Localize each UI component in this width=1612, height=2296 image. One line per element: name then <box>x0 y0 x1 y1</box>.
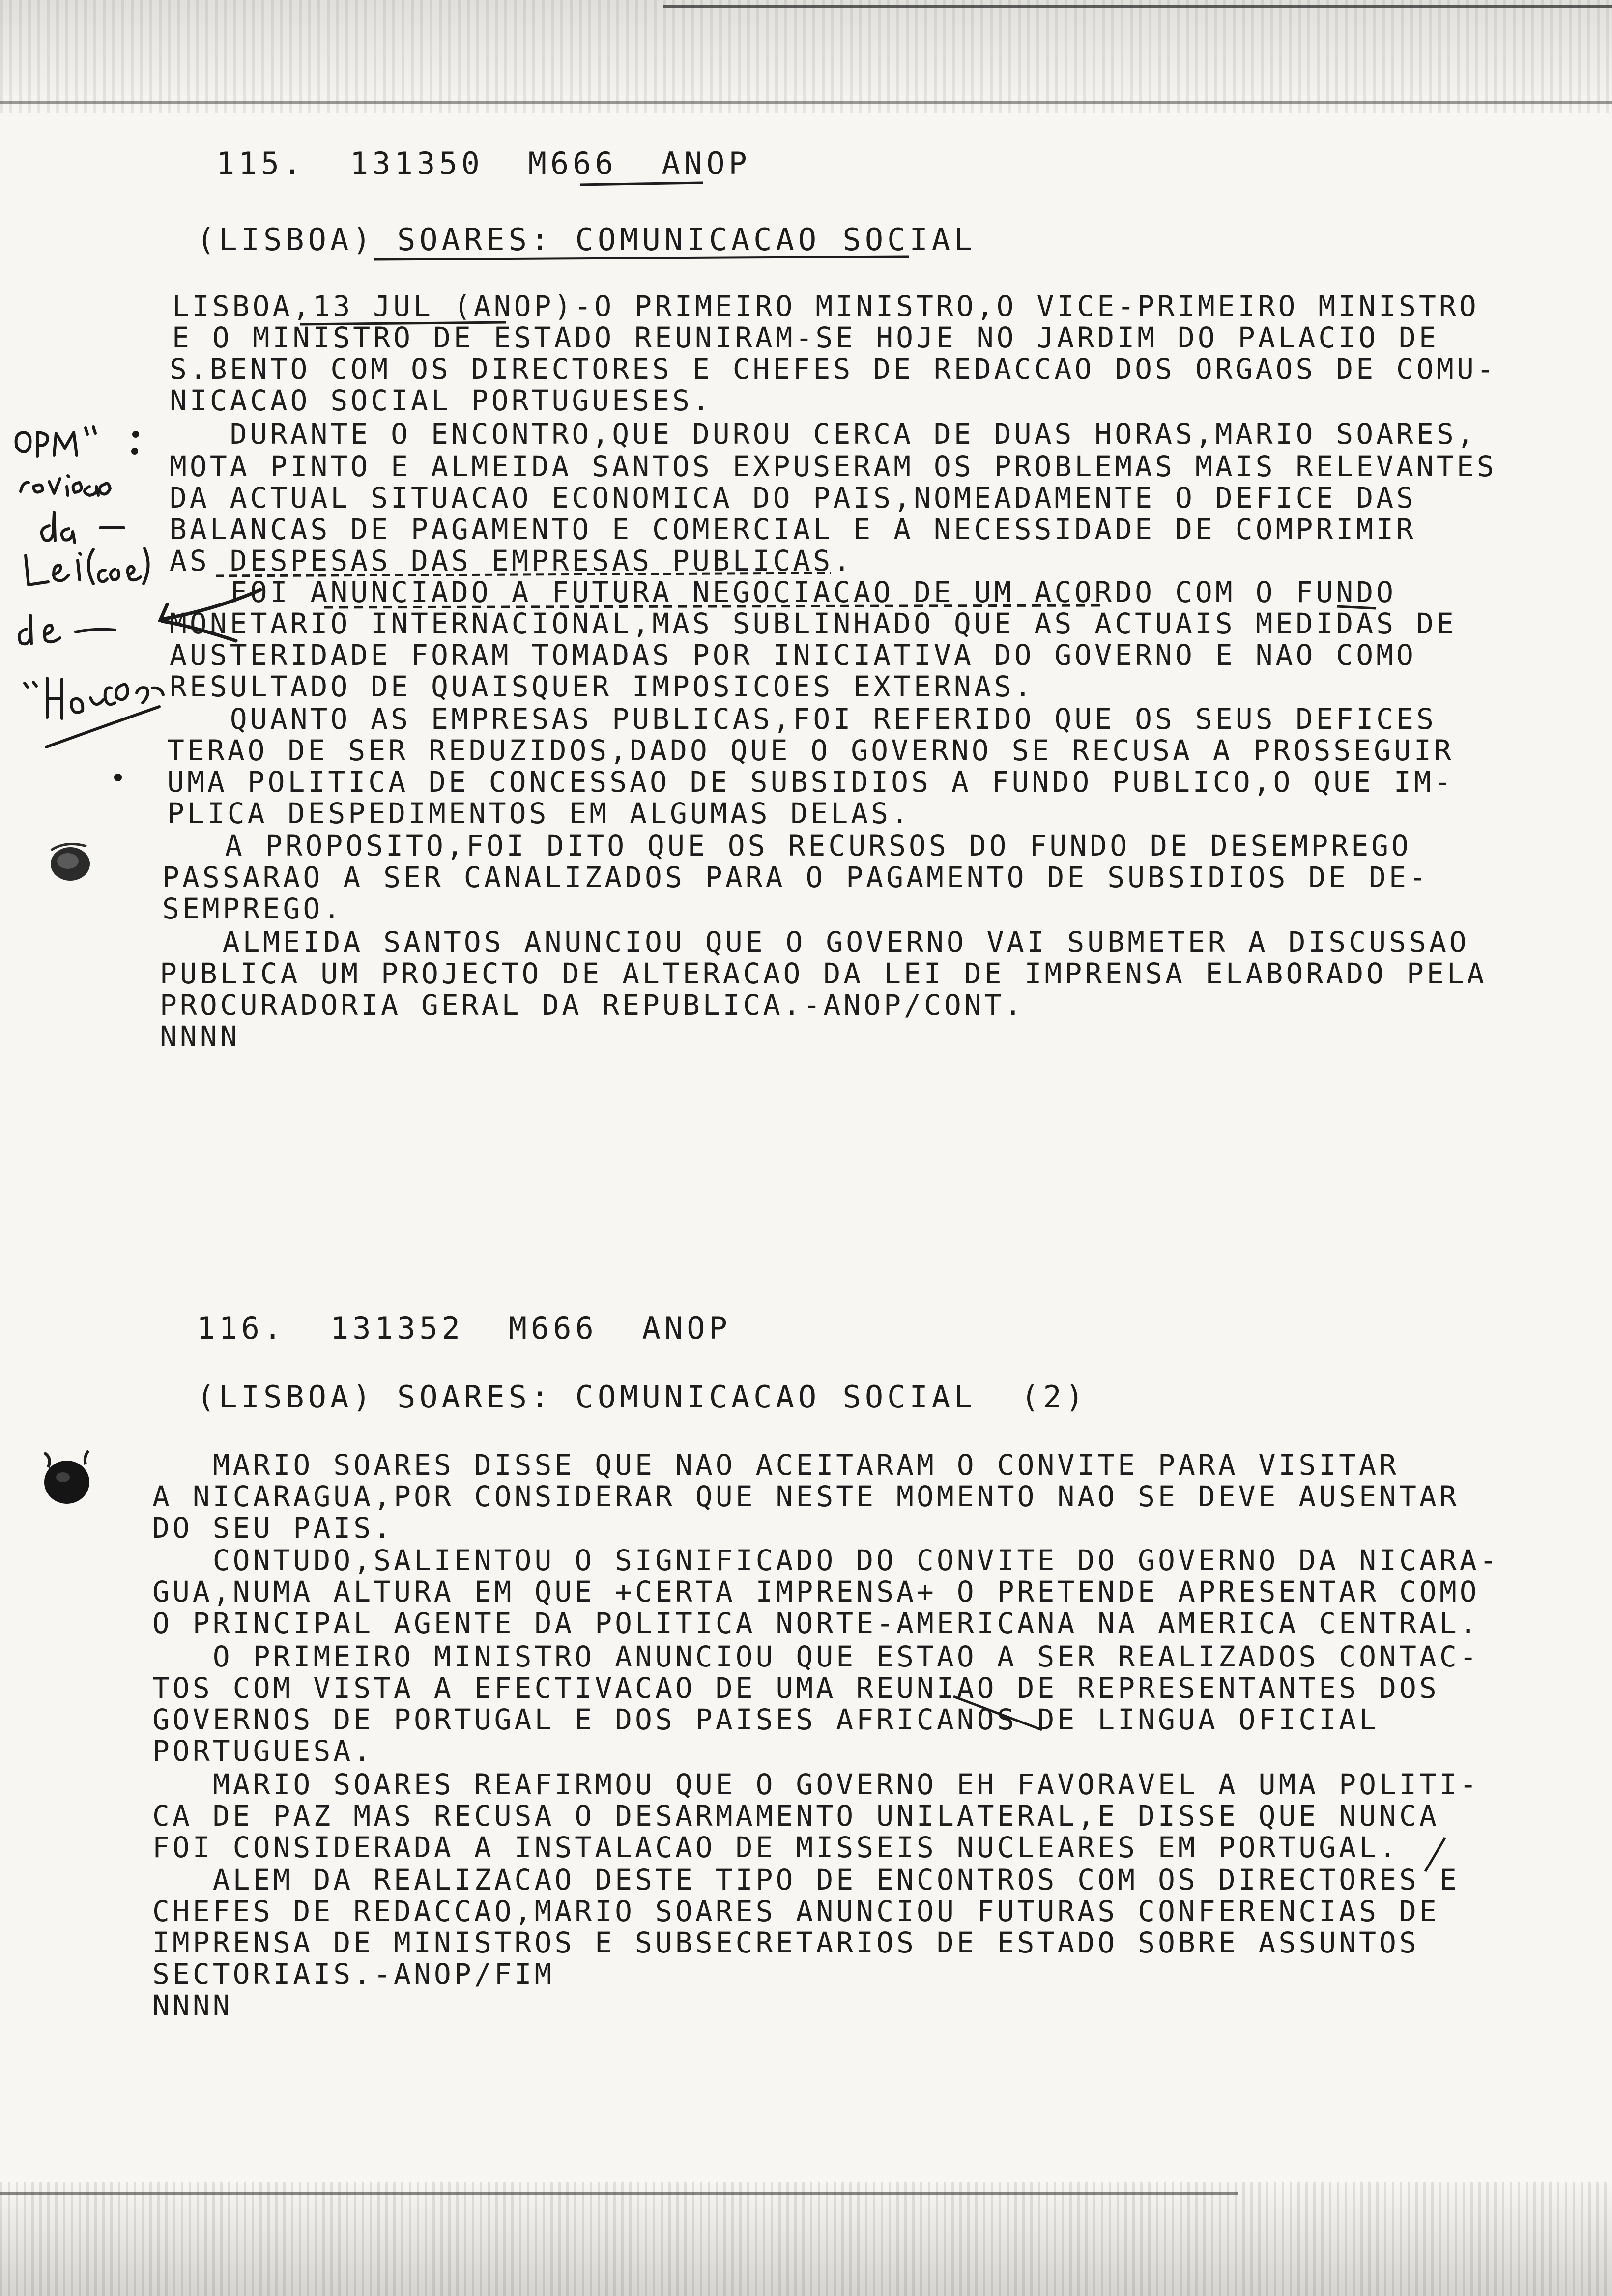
body-line: NNNN <box>160 1020 240 1053</box>
body-line: ALEM DA REALIZACAO DESTE TIPO DE ENCONTROS COM OS DIRECTORES E <box>152 1863 1460 1896</box>
body-line: FOI CONSIDERADA A INSTALACAO DE MISSEIS NUCLEARES EM PORTUGAL. <box>152 1831 1399 1864</box>
body-line: RESULTADO DE QUAISQUER IMPOSICOES EXTERNAS. <box>170 670 1035 703</box>
body-line: DA ACTUAL SITUACAO ECONOMICA DO PAIS,NOMEADAMENTE O DEFICE DAS <box>170 481 1416 515</box>
bottom-tear-line <box>0 2192 1238 2195</box>
dispatch-2-title: (LISBOA) SOARES: COMUNICACAO SOCIAL (2) <box>197 1379 1088 1415</box>
body-line: NNNN <box>152 1989 233 2022</box>
body-line: LISBOA,13 JUL (ANOP)-O PRIMEIRO MINISTRO,O VICE-PRIMEIRO MINISTRO <box>172 289 1479 323</box>
body-line: O PRINCIPAL AGENTE DA POLITICA NORTE-AMERICANA NA AMERICA CENTRAL. <box>152 1607 1480 1640</box>
body-line: UMA POLITICA DE CONCESSAO DE SUBSIDIOS A FUNDO PUBLICO,O QUE IM- <box>167 765 1454 799</box>
dispatch-1-header: 115. 131350 M666 ANOP <box>216 145 751 181</box>
dispatch-1-title: (LISBOA) SOARES: COMUNICACAO SOCIAL <box>197 222 977 258</box>
body-line: AS DESPESAS DAS EMPRESAS PUBLICAS. <box>170 544 854 577</box>
body-line: PUBLICA UM PROJECTO DE ALTERACAO DA LEI DE IMPRENSA ELABORADO PELA <box>160 957 1487 990</box>
body-line: CHEFES DE REDACCAO,MARIO SOARES ANUNCIOU FUTURAS CONFERENCIAS DE <box>152 1894 1439 1928</box>
body-line: MARIO SOARES DISSE QUE NAO ACEITARAM O CONVITE PARA VISITAR <box>152 1448 1399 1482</box>
body-line: SECTORIAIS.-ANOP/FIM <box>152 1957 555 1991</box>
body-line: DURANTE O ENCONTRO,QUE DUROU CERCA DE DUAS HORAS,MARIO SOARES, <box>170 417 1477 451</box>
body-line: SEMPREGO. <box>162 892 344 925</box>
body-line: A NICARAGUA,POR CONSIDERAR QUE NESTE MOMENTO NAO SE DEVE AUSENTAR <box>152 1480 1460 1513</box>
body-line: ALMEIDA SANTOS ANUNCIOU QUE O GOVERNO VAI SUBMETER A DISCUSSAO <box>162 925 1469 959</box>
body-line: TERAO DE SER REDUZIDOS,DADO QUE O GOVERNO SE RECUSA A PROSSEGUIR <box>167 734 1454 767</box>
body-line: CONTUDO,SALIENTOU O SIGNIFICADO DO CONVITE DO GOVERNO DA NICARA- <box>152 1544 1500 1577</box>
body-line: PASSARAO A SER CANALIZADOS PARA O PAGAMENTO DE SUBSIDIOS DE DE- <box>162 861 1429 894</box>
body-line: A PROPOSITO,FOI DITO QUE OS RECURSOS DO FUNDO DE DESEMPREGO <box>165 829 1411 862</box>
body-line: MOTA PINTO E ALMEIDA SANTOS EXPUSERAM OS PROBLEMAS MAIS RELEVANTES <box>170 450 1497 483</box>
body-line: AUSTERIDADE FORAM TOMADAS POR INICIATIVA DO GOVERNO E NAO COMO <box>170 638 1416 672</box>
body-line: TOS COM VISTA A EFECTIVACAO DE UMA REUNIAO DE REPRESENTANTES DOS <box>152 1671 1439 1705</box>
body-line: PROCURADORIA GERAL DA REPUBLICA.-ANOP/CONT. <box>160 988 1025 1022</box>
scan-noise-bottom <box>0 2182 1612 2296</box>
body-line: BALANCAS DE PAGAMENTO E COMERCIAL E A NECESSIDADE DE COMPRIMIR <box>170 513 1416 546</box>
body-line: QUANTO AS EMPRESAS PUBLICAS,FOI REFERIDO QUE OS SEUS DEFICES <box>170 702 1437 736</box>
body-line: CA DE PAZ MAS RECUSA O DESARMAMENTO UNILATERAL,E DISSE QUE NUNCA <box>152 1799 1439 1833</box>
dispatch-2-header: 116. 131352 M666 ANOP <box>197 1310 731 1346</box>
body-line: GUA,NUMA ALTURA EM QUE +CERTA IMPRENSA+ O PRETENDE APRESENTAR COMO <box>152 1575 1480 1608</box>
body-line: GOVERNOS DE PORTUGAL E DOS PAISES AFRICANOS DE LINGUA OFICIAL <box>152 1703 1380 1736</box>
body-line: E O MINISTRO DE ESTADO REUNIRAM-SE HOJE NO JARDIM DO PALACIO DE <box>172 321 1439 354</box>
body-line: PORTUGUESA. <box>152 1734 374 1768</box>
body-line: DO SEU PAIS. <box>152 1511 394 1545</box>
body-line: PLICA DESPEDIMENTOS EM ALGUMAS DELAS. <box>167 797 912 830</box>
body-line: IMPRENSA DE MINISTROS E SUBSECRETARIOS DE ESTADO SOBRE ASSUNTOS <box>152 1926 1419 1959</box>
body-line: S.BENTO COM OS DIRECTORES E CHEFES DE REDACCAO DOS ORGAOS DE COMU- <box>170 352 1497 386</box>
body-line: MONETARIO INTERNACIONAL,MAS SUBLINHADO QUE AS ACTUAIS MEDIDAS DE <box>170 607 1457 640</box>
body-line: O PRIMEIRO MINISTRO ANUNCIOU QUE ESTAO A SER REALIZADOS CONTAC- <box>152 1640 1480 1673</box>
body-line: FOI ANUNCIADO A FUTURA NEGOCIACAO DE UM ACORDO COM O FUNDO <box>170 575 1397 609</box>
body-line: MARIO SOARES REAFIRMOU QUE O GOVERNO EH FAVORAVEL A UMA POLITI- <box>152 1768 1480 1801</box>
body-line: NICACAO SOCIAL PORTUGUESES. <box>170 384 713 417</box>
